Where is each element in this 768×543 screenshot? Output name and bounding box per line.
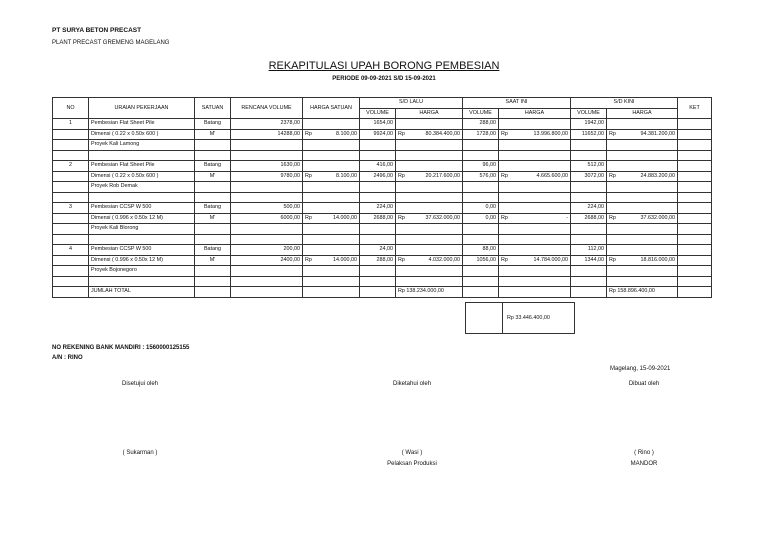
row-lalu-harga	[396, 119, 463, 130]
row-kini-harga	[607, 255, 678, 266]
saat-ini-total: Rp 33.446.400,00	[507, 315, 550, 321]
row-kini-volume: 112,00	[571, 245, 607, 256]
row-lalu-volume: 2496,00	[360, 171, 396, 182]
row-harga-satuan	[303, 119, 360, 130]
currency-label: Rp	[609, 256, 616, 263]
row-kini-harga	[607, 140, 678, 151]
total-empty	[571, 287, 607, 298]
total-empty	[303, 287, 360, 298]
table-row	[53, 182, 712, 193]
row-harga-satuan	[303, 234, 360, 245]
col-ket: KET	[678, 98, 712, 119]
row-ket	[678, 245, 712, 256]
currency-label: Rp	[609, 214, 616, 221]
row-ket	[678, 129, 712, 140]
amount-value: 4.032.000,00	[428, 256, 460, 263]
row-saat-harga	[499, 150, 571, 161]
row-kini-harga	[607, 171, 678, 182]
row-ket	[678, 182, 712, 193]
row-lalu-volume: 2688,00	[360, 213, 396, 224]
row-saat-volume: 576,00	[463, 171, 499, 182]
row-saat-volume: 288,00	[463, 119, 499, 130]
row-kini-volume: 224,00	[571, 203, 607, 214]
table-row	[53, 234, 712, 245]
row-rencana: 2400,00	[231, 255, 303, 266]
row-uraian: Pembesian CCSP W 500	[89, 245, 195, 256]
row-satuan: Batang	[195, 161, 231, 172]
amount-value: -	[566, 214, 568, 221]
row-harga-satuan	[303, 255, 360, 266]
row-harga-satuan	[303, 245, 360, 256]
row-uraian: Proyek Kali Lamong	[89, 140, 195, 151]
row-lalu-volume: 9924,00	[360, 129, 396, 140]
total-empty	[195, 287, 231, 298]
known-label: Diketahui oleh	[392, 381, 432, 387]
row-kini-volume: 3072,00	[571, 171, 607, 182]
row-ket	[678, 192, 712, 203]
row-kini-volume	[571, 224, 607, 235]
row-satuan	[195, 150, 231, 161]
total-empty	[360, 287, 396, 298]
row-uraian: Dimensi ( 0.996 x 0.50x 12 M)	[89, 213, 195, 224]
row-kini-harga	[607, 182, 678, 193]
row-rencana: 1630,00	[231, 161, 303, 172]
row-rencana	[231, 150, 303, 161]
total-label: JUMLAH TOTAL	[89, 287, 195, 298]
row-lalu-harga	[396, 255, 463, 266]
row-no	[53, 224, 89, 235]
total-empty	[463, 287, 499, 298]
row-saat-harga	[499, 234, 571, 245]
col-no: NO	[53, 98, 89, 119]
row-saat-harga	[499, 171, 571, 182]
row-ket	[678, 276, 712, 287]
total-lalu: Rp 138.234.000,00	[396, 287, 463, 298]
amount-value: 80.384.400,00	[425, 130, 460, 137]
row-saat-harga	[499, 266, 571, 277]
row-no: 1	[53, 119, 89, 130]
total-kini: Rp 158.896.400,00	[607, 287, 678, 298]
row-no	[53, 171, 89, 182]
row-kini-volume: 1344,00	[571, 255, 607, 266]
amount-value: 8.100,00	[336, 130, 357, 137]
row-saat-volume	[463, 192, 499, 203]
table-row	[53, 140, 712, 151]
document-period: PERIODE 09-09-2021 S/D 15-09-2021	[332, 76, 436, 82]
row-satuan	[195, 192, 231, 203]
currency-label: Rp	[305, 172, 312, 179]
table-row	[53, 276, 712, 287]
currency-label: Rp	[398, 256, 405, 263]
currency-label: Rp	[305, 256, 312, 263]
amount-value: 18.816.000,00	[640, 256, 675, 263]
table-row	[53, 161, 712, 172]
row-no	[53, 213, 89, 224]
row-harga-satuan	[303, 192, 360, 203]
table-row	[53, 213, 712, 224]
row-kini-harga	[607, 234, 678, 245]
signer-2-role: Pelaksan Produksi	[387, 461, 437, 467]
row-satuan	[195, 224, 231, 235]
total-row	[53, 287, 712, 298]
table-row	[53, 192, 712, 203]
row-ket	[678, 224, 712, 235]
col-harga-satuan: HARGA SATUAN	[303, 98, 360, 119]
row-satuan	[195, 140, 231, 151]
row-no	[53, 234, 89, 245]
row-lalu-harga	[396, 140, 463, 151]
table-row	[53, 245, 712, 256]
col-volume: VOLUME	[571, 108, 607, 119]
row-kini-volume: 2688,00	[571, 213, 607, 224]
row-saat-harga	[499, 192, 571, 203]
row-lalu-volume: 288,00	[360, 255, 396, 266]
row-harga-satuan	[303, 150, 360, 161]
amount-value: 13.996.800,00	[533, 130, 568, 137]
row-rencana: 9780,00	[231, 171, 303, 182]
row-no	[53, 182, 89, 193]
total-empty	[231, 287, 303, 298]
row-lalu-harga	[396, 234, 463, 245]
row-no	[53, 276, 89, 287]
row-harga-satuan	[303, 182, 360, 193]
currency-label: Rp	[398, 214, 405, 221]
row-satuan	[195, 234, 231, 245]
row-harga-satuan	[303, 161, 360, 172]
table-row	[53, 255, 712, 266]
col-volume: VOLUME	[360, 108, 396, 119]
row-saat-volume: 96,00	[463, 161, 499, 172]
row-saat-volume	[463, 276, 499, 287]
row-lalu-harga	[396, 266, 463, 277]
row-lalu-harga	[396, 182, 463, 193]
row-satuan: Batang	[195, 203, 231, 214]
row-satuan: M'	[195, 171, 231, 182]
amount-value: 37.632.000,00	[425, 214, 460, 221]
row-satuan: Batang	[195, 119, 231, 130]
currency-label: Rp	[398, 130, 405, 137]
row-kini-volume	[571, 182, 607, 193]
saat-ini-total-box	[465, 302, 575, 334]
col-uraian: URAIAN PEKERJAAN	[89, 98, 195, 119]
row-uraian: Proyek Bojonegoro	[89, 266, 195, 277]
row-saat-harga	[499, 119, 571, 130]
row-ket	[678, 150, 712, 161]
col-volume: VOLUME	[463, 108, 499, 119]
row-no	[53, 140, 89, 151]
amount-value: 94.381.200,00	[640, 130, 675, 137]
col-harga: HARGA	[396, 108, 463, 119]
recap-table	[52, 97, 712, 298]
row-kini-volume: 1942,00	[571, 119, 607, 130]
currency-label: Rp	[305, 214, 312, 221]
row-kini-volume	[571, 140, 607, 151]
row-lalu-volume: 224,00	[360, 203, 396, 214]
col-sd-kini: S/D KINI	[571, 98, 678, 109]
plant-name: PLANT PRECAST GREMENG MAGELANG	[52, 40, 170, 46]
row-lalu-volume	[360, 140, 396, 151]
row-rencana: 2378,00	[231, 119, 303, 130]
row-lalu-harga	[396, 171, 463, 182]
row-uraian: Pembesian CCSP W 500	[89, 203, 195, 214]
col-saat-ini: SAAT INI	[463, 98, 571, 109]
table-row	[53, 150, 712, 161]
row-no	[53, 255, 89, 266]
amount-value: 37.632.000,00	[640, 214, 675, 221]
amount-value: 14.000,00	[333, 256, 357, 263]
currency-label: Rp	[609, 172, 616, 179]
row-saat-volume	[463, 140, 499, 151]
row-kini-volume: 11652,00	[571, 129, 607, 140]
row-no: 3	[53, 203, 89, 214]
row-saat-harga	[499, 213, 571, 224]
row-uraian	[89, 192, 195, 203]
row-kini-harga	[607, 213, 678, 224]
row-lalu-volume: 416,00	[360, 161, 396, 172]
row-kini-harga	[607, 129, 678, 140]
row-satuan	[195, 276, 231, 287]
currency-label: Rp	[398, 172, 405, 179]
col-sd-lalu: S/D LALU	[360, 98, 463, 109]
row-satuan: M'	[195, 213, 231, 224]
row-lalu-harga	[396, 129, 463, 140]
row-kini-harga	[607, 119, 678, 130]
row-harga-satuan	[303, 171, 360, 182]
signer-3: ( Rino )	[634, 450, 654, 456]
currency-label: Rp	[501, 214, 508, 221]
row-ket	[678, 213, 712, 224]
row-lalu-harga	[396, 245, 463, 256]
row-kini-volume	[571, 192, 607, 203]
row-lalu-harga	[396, 224, 463, 235]
row-lalu-volume	[360, 234, 396, 245]
currency-label: Rp	[501, 256, 508, 263]
approved-label: Disetujui oleh	[121, 381, 159, 387]
row-uraian	[89, 234, 195, 245]
col-satuan: SATUAN	[195, 98, 231, 119]
row-kini-harga	[607, 161, 678, 172]
row-saat-harga	[499, 140, 571, 151]
row-harga-satuan	[303, 213, 360, 224]
row-lalu-harga	[396, 203, 463, 214]
row-ket	[678, 119, 712, 130]
row-ket	[678, 140, 712, 151]
row-satuan: M'	[195, 255, 231, 266]
row-no	[53, 266, 89, 277]
col-rencana: RENCANA VOLUME	[231, 98, 303, 119]
row-lalu-harga	[396, 213, 463, 224]
total-no	[53, 287, 89, 298]
row-saat-harga	[499, 203, 571, 214]
row-ket	[678, 203, 712, 214]
row-rencana: 14288,00	[231, 129, 303, 140]
row-rencana	[231, 224, 303, 235]
row-uraian: Proyek Kali Blorong	[89, 224, 195, 235]
row-rencana	[231, 182, 303, 193]
table-row	[53, 129, 712, 140]
row-saat-volume: 88,00	[463, 245, 499, 256]
amount-value: 14.784.000,00	[533, 256, 568, 263]
signer-1: ( Sukarman )	[122, 450, 158, 456]
row-kini-volume	[571, 150, 607, 161]
row-lalu-volume	[360, 266, 396, 277]
row-satuan: M'	[195, 129, 231, 140]
company-name: PT SURYA BETON PRECAST	[52, 27, 142, 34]
row-saat-volume	[463, 234, 499, 245]
row-lalu-volume: 1654,00	[360, 119, 396, 130]
table-row	[53, 224, 712, 235]
amount-value: 14.000,00	[333, 214, 357, 221]
row-saat-harga	[499, 276, 571, 287]
document-title: REKAPITULASI UPAH BORONG PEMBESIAN	[268, 60, 500, 72]
row-saat-volume: 0,00	[463, 213, 499, 224]
row-uraian	[89, 276, 195, 287]
row-harga-satuan	[303, 276, 360, 287]
signer-2: ( Wasi )	[401, 450, 423, 456]
row-rencana: 200,00	[231, 245, 303, 256]
row-saat-volume: 0,00	[463, 203, 499, 214]
row-lalu-volume	[360, 150, 396, 161]
row-kini-harga	[607, 203, 678, 214]
row-lalu-volume	[360, 192, 396, 203]
row-saat-harga	[499, 182, 571, 193]
row-saat-harga	[499, 161, 571, 172]
row-kini-volume	[571, 266, 607, 277]
row-kini-volume	[571, 276, 607, 287]
row-ket	[678, 161, 712, 172]
row-harga-satuan	[303, 203, 360, 214]
row-no	[53, 192, 89, 203]
row-kini-volume	[571, 234, 607, 245]
currency-label: Rp	[501, 172, 508, 179]
row-rencana	[231, 140, 303, 151]
row-saat-volume	[463, 266, 499, 277]
table-row	[53, 266, 712, 277]
row-rencana	[231, 276, 303, 287]
amount-value: 20.217.600,00	[425, 172, 460, 179]
currency-label: Rp	[501, 130, 508, 137]
row-saat-volume: 1056,00	[463, 255, 499, 266]
currency-label: Rp	[609, 130, 616, 137]
currency-label: Rp	[305, 130, 312, 137]
row-uraian: Pembesian Flat Sheet Pile	[89, 119, 195, 130]
row-lalu-harga	[396, 276, 463, 287]
row-uraian	[89, 150, 195, 161]
row-lalu-volume: 24,00	[360, 245, 396, 256]
amount-value: 24.883.200,00	[640, 172, 675, 179]
row-rencana: 6000,00	[231, 213, 303, 224]
row-lalu-volume	[360, 182, 396, 193]
made-label: Dibuat oleh	[628, 381, 660, 387]
row-satuan: Batang	[195, 245, 231, 256]
row-harga-satuan	[303, 224, 360, 235]
amount-value: 8.100,00	[336, 172, 357, 179]
row-uraian: Pembesian Flat Sheet Pile	[89, 161, 195, 172]
amount-value: 4.665.600,00	[536, 172, 568, 179]
row-saat-harga	[499, 255, 571, 266]
row-no: 2	[53, 161, 89, 172]
row-satuan	[195, 182, 231, 193]
row-rencana: 500,00	[231, 203, 303, 214]
row-no	[53, 150, 89, 161]
row-no: 4	[53, 245, 89, 256]
row-saat-harga	[499, 245, 571, 256]
row-kini-harga	[607, 224, 678, 235]
bank-account: NO REKENING BANK MANDIRI : 1560000125155	[52, 345, 190, 351]
row-kini-volume: 512,00	[571, 161, 607, 172]
row-lalu-harga	[396, 150, 463, 161]
row-lalu-volume	[360, 276, 396, 287]
row-no	[53, 129, 89, 140]
row-rencana	[231, 266, 303, 277]
row-saat-volume	[463, 150, 499, 161]
col-harga: HARGA	[499, 108, 571, 119]
row-rencana	[231, 192, 303, 203]
table-row	[53, 171, 712, 182]
table-row	[53, 119, 712, 130]
row-kini-harga	[607, 276, 678, 287]
signer-3-role: MANDOR	[630, 461, 658, 467]
row-harga-satuan	[303, 129, 360, 140]
total-empty	[499, 287, 571, 298]
row-harga-satuan	[303, 140, 360, 151]
row-saat-volume: 1728,00	[463, 129, 499, 140]
row-saat-harga	[499, 224, 571, 235]
row-ket	[678, 255, 712, 266]
row-ket	[678, 171, 712, 182]
row-rencana	[231, 234, 303, 245]
account-holder: A/N : RINO	[52, 355, 83, 361]
row-saat-volume	[463, 182, 499, 193]
row-saat-harga	[499, 129, 571, 140]
row-kini-harga	[607, 150, 678, 161]
row-lalu-volume	[360, 224, 396, 235]
row-kini-harga	[607, 192, 678, 203]
place-date: Magelang, 15-09-2021	[610, 366, 671, 372]
row-uraian: Proyek Rob Demak	[89, 182, 195, 193]
row-ket	[678, 266, 712, 277]
row-ket	[678, 234, 712, 245]
row-uraian: Dimensi ( 0.22 x 0.50x 600 )	[89, 129, 195, 140]
table-row	[53, 203, 712, 214]
row-satuan	[195, 266, 231, 277]
row-kini-harga	[607, 245, 678, 256]
row-saat-volume	[463, 224, 499, 235]
row-uraian: Dimensi ( 0.22 x 0.50x 600 )	[89, 171, 195, 182]
total-empty	[678, 287, 712, 298]
row-kini-harga	[607, 266, 678, 277]
row-harga-satuan	[303, 266, 360, 277]
row-lalu-harga	[396, 192, 463, 203]
row-uraian: Dimensi ( 0.996 x 0.50x 12 M)	[89, 255, 195, 266]
col-harga: HARGA	[607, 108, 678, 119]
row-lalu-harga	[396, 161, 463, 172]
